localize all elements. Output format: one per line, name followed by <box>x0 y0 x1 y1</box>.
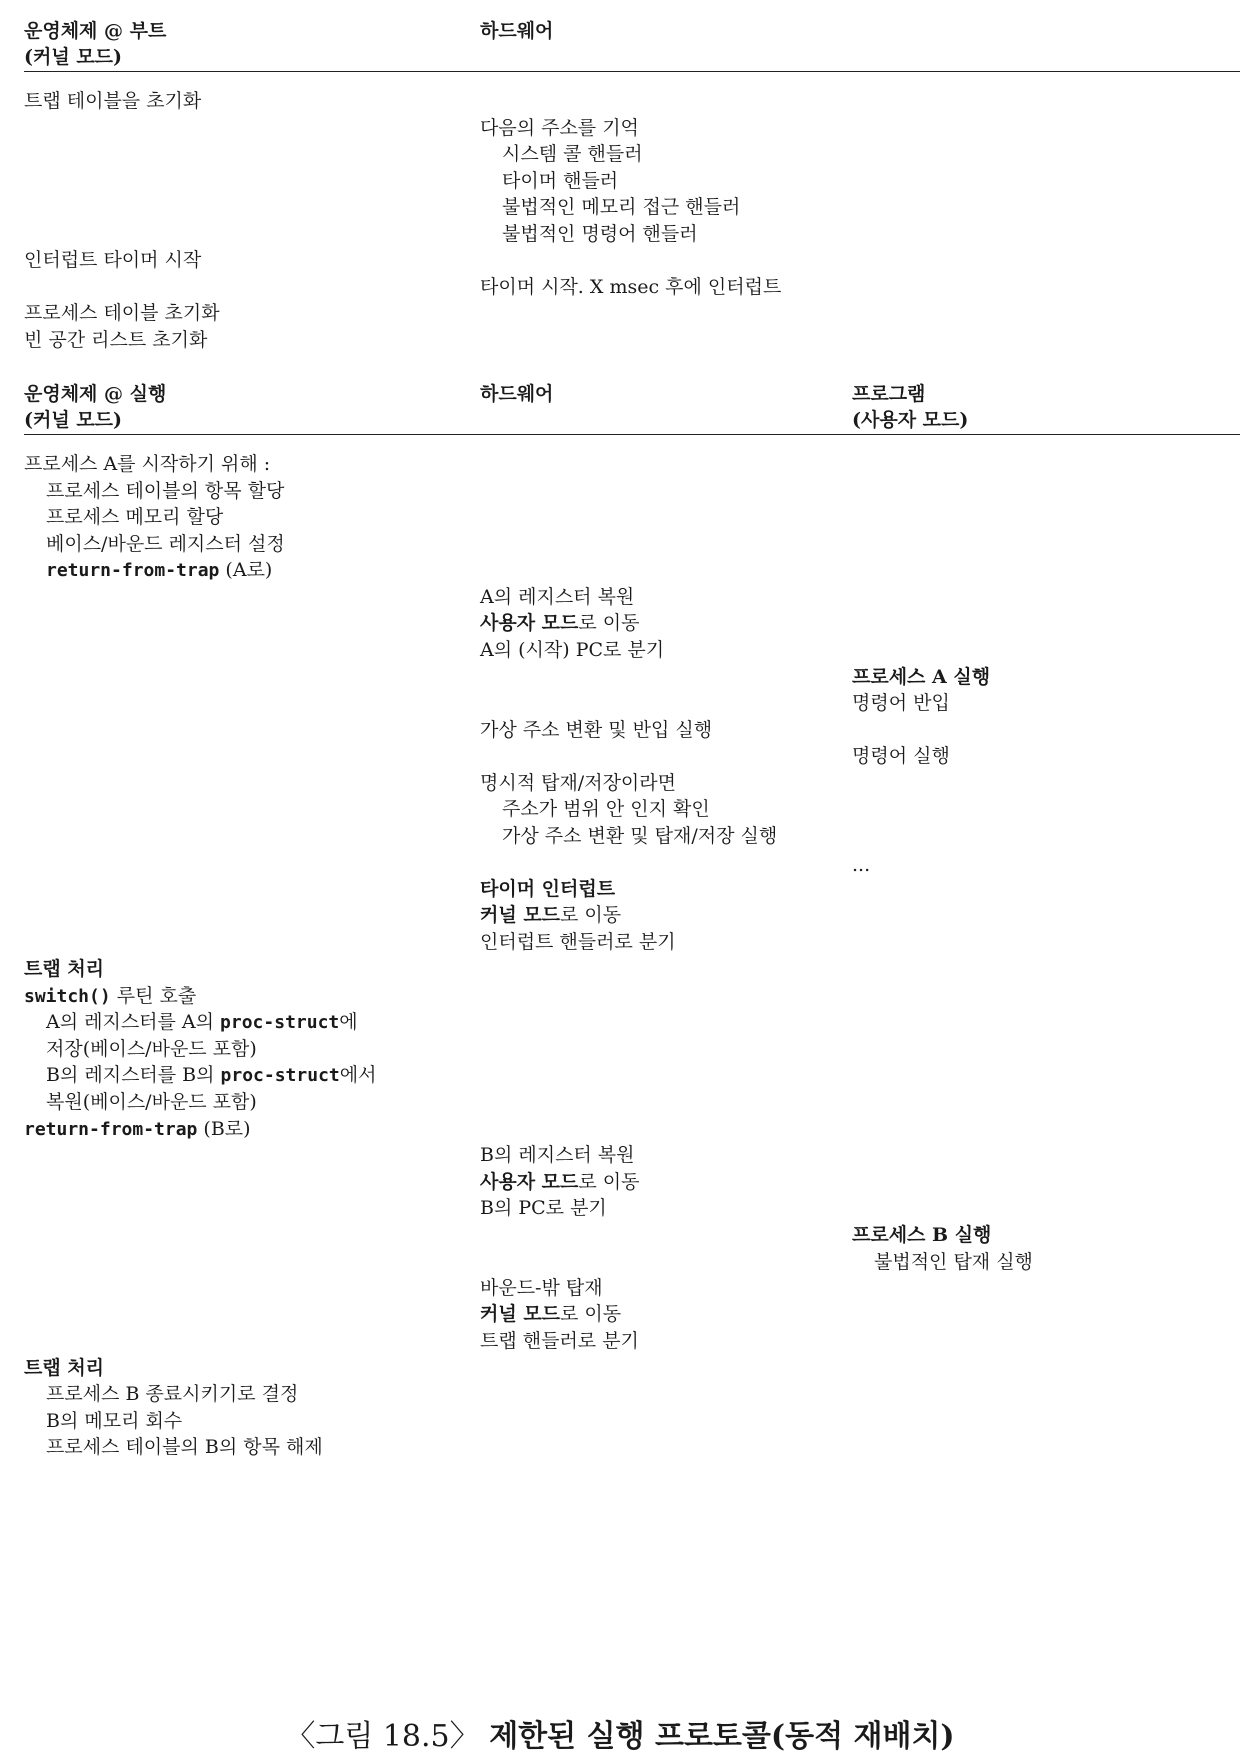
os-save-line <box>46 1010 358 1035</box>
os-return-from-trap-b <box>24 1117 251 1142</box>
hw-boot-line: 불법적인 메모리 접근 핸들러 <box>502 196 741 218</box>
hw-timer-title: 타이머 인터럽트 <box>480 878 616 900</box>
os-boot-header-title: 운영체제 @ 부트 <box>24 20 167 42</box>
save-suffix: 에 <box>339 1011 358 1033</box>
hw-run-line <box>480 903 621 927</box>
boot-header-rule <box>24 71 1240 72</box>
move-suffix: 로 이동 <box>560 904 622 926</box>
os-run-line: 프로세스 테이블의 B의 항목 해제 <box>46 1436 323 1458</box>
switch-code: switch() <box>24 986 111 1007</box>
hw-boot-header-title: 하드웨어 <box>480 20 554 42</box>
os-run-line: 베이스/바운드 레지스터 설정 <box>46 533 285 555</box>
hw-run-line <box>480 611 640 635</box>
prog-a-line: 명령어 반입 <box>852 692 950 714</box>
os-run-header-mode: (커널 모드) <box>24 409 123 431</box>
os-run-line: 프로세스 테이블의 항목 할당 <box>46 480 285 502</box>
os-run-line: 프로세스 B 종료시키기로 결정 <box>46 1383 299 1405</box>
hw-run-header-title: 하드웨어 <box>480 383 554 405</box>
prog-a-ellipsis: ... <box>852 854 871 876</box>
hw-run-line <box>480 1170 640 1194</box>
prog-run-header-title: 프로그램 <box>852 383 926 405</box>
hw-run-line <box>480 1302 621 1326</box>
proc-struct-code: proc-struct <box>220 1065 340 1086</box>
os-boot-line: 인터럽트 타이머 시작 <box>24 249 202 271</box>
restore-prefix: B의 레지스터를 B의 <box>46 1064 221 1086</box>
hw-run-line: 트랩 핸들러로 분기 <box>480 1330 639 1352</box>
prog-b-line: 불법적인 탑재 실행 <box>874 1251 1033 1273</box>
os-run-line: B의 메모리 회수 <box>46 1410 183 1432</box>
hw-run-line: A의 (시작) PC로 분기 <box>480 639 665 661</box>
os-boot-line: 트랩 테이블을 초기화 <box>24 90 202 112</box>
return-from-trap-code: return-from-trap <box>46 560 220 581</box>
os-boot-line: 프로세스 테이블 초기화 <box>24 302 220 324</box>
figure-caption <box>0 1718 1240 1756</box>
prog-b-title: 프로세스 B 실행 <box>852 1224 992 1246</box>
hw-boot-line: 타이머 시작. X msec 후에 인터럽트 <box>480 276 782 298</box>
figure-label: 〈그림 18.5〉 <box>285 1719 480 1754</box>
prog-a-line: 명령어 실행 <box>852 745 950 767</box>
hw-boot-line: 타이머 핸들러 <box>502 170 619 192</box>
os-switch-line <box>24 984 196 1009</box>
hw-boot-line: 다음의 주소를 기억 <box>480 117 639 139</box>
prog-run-header-mode: (사용자 모드) <box>852 409 969 431</box>
hw-run-line: 명시적 탑재/저장이라면 <box>480 772 676 794</box>
hw-boot-line: 불법적인 명령어 핸들러 <box>502 223 698 245</box>
return-from-trap-target: (A로) <box>219 559 273 581</box>
move-suffix: 로 이동 <box>560 1303 622 1325</box>
os-run-header-title: 운영체제 @ 실행 <box>24 383 167 405</box>
os-boot-line: 빈 공간 리스트 초기화 <box>24 329 208 351</box>
os-restore-line <box>46 1063 376 1088</box>
return-from-trap-code: return-from-trap <box>24 1119 198 1140</box>
hw-run-line: 가상 주소 변환 및 반입 실행 <box>480 719 713 741</box>
hw-run-line: 인터럽트 핸들러로 분기 <box>480 931 676 953</box>
os-boot-header-mode: (커널 모드) <box>24 46 123 68</box>
user-mode-term: 사용자 모드 <box>480 1171 579 1193</box>
os-run-line: 프로세스 A를 시작하기 위해 : <box>24 453 271 475</box>
hw-run-line: 주소가 범위 안 인지 확인 <box>502 798 710 820</box>
hw-run-line: A의 레지스터 복원 <box>480 586 635 608</box>
move-suffix: 로 이동 <box>578 612 640 634</box>
restore-suffix: 에서 <box>339 1064 377 1086</box>
run-header-rule <box>24 434 1240 435</box>
proc-struct-code: proc-struct <box>220 1012 340 1033</box>
os-run-line: 프로세스 메모리 할당 <box>46 506 224 528</box>
os-return-from-trap-a <box>46 558 272 583</box>
user-mode-term: 사용자 모드 <box>480 612 579 634</box>
move-suffix: 로 이동 <box>578 1171 640 1193</box>
figure-title: 제한된 실행 프로토콜(동적 재배치) <box>489 1719 955 1754</box>
hw-run-line: B의 레지스터 복원 <box>480 1144 635 1166</box>
hw-run-line: 바운드-밖 탑재 <box>480 1277 603 1299</box>
os-trap-title: 트랩 처리 <box>24 958 105 980</box>
hw-run-line: B의 PC로 분기 <box>480 1197 607 1219</box>
os-run-line: 저장(베이스/바운드 포함) <box>46 1038 257 1060</box>
save-prefix: A의 레지스터를 A의 <box>46 1011 221 1033</box>
kernel-mode-term: 커널 모드 <box>480 904 561 926</box>
hw-run-line: 가상 주소 변환 및 탑재/저장 실행 <box>502 825 778 847</box>
hw-boot-line: 시스템 콜 핸들러 <box>502 143 643 165</box>
os-run-line: 복원(베이스/바운드 포함) <box>46 1091 257 1113</box>
prog-a-title: 프로세스 A 실행 <box>852 666 991 688</box>
os-trap-title: 트랩 처리 <box>24 1357 105 1379</box>
switch-suffix: 루틴 호출 <box>110 985 197 1007</box>
kernel-mode-term: 커널 모드 <box>480 1303 561 1325</box>
return-from-trap-target: (B로) <box>197 1118 251 1140</box>
